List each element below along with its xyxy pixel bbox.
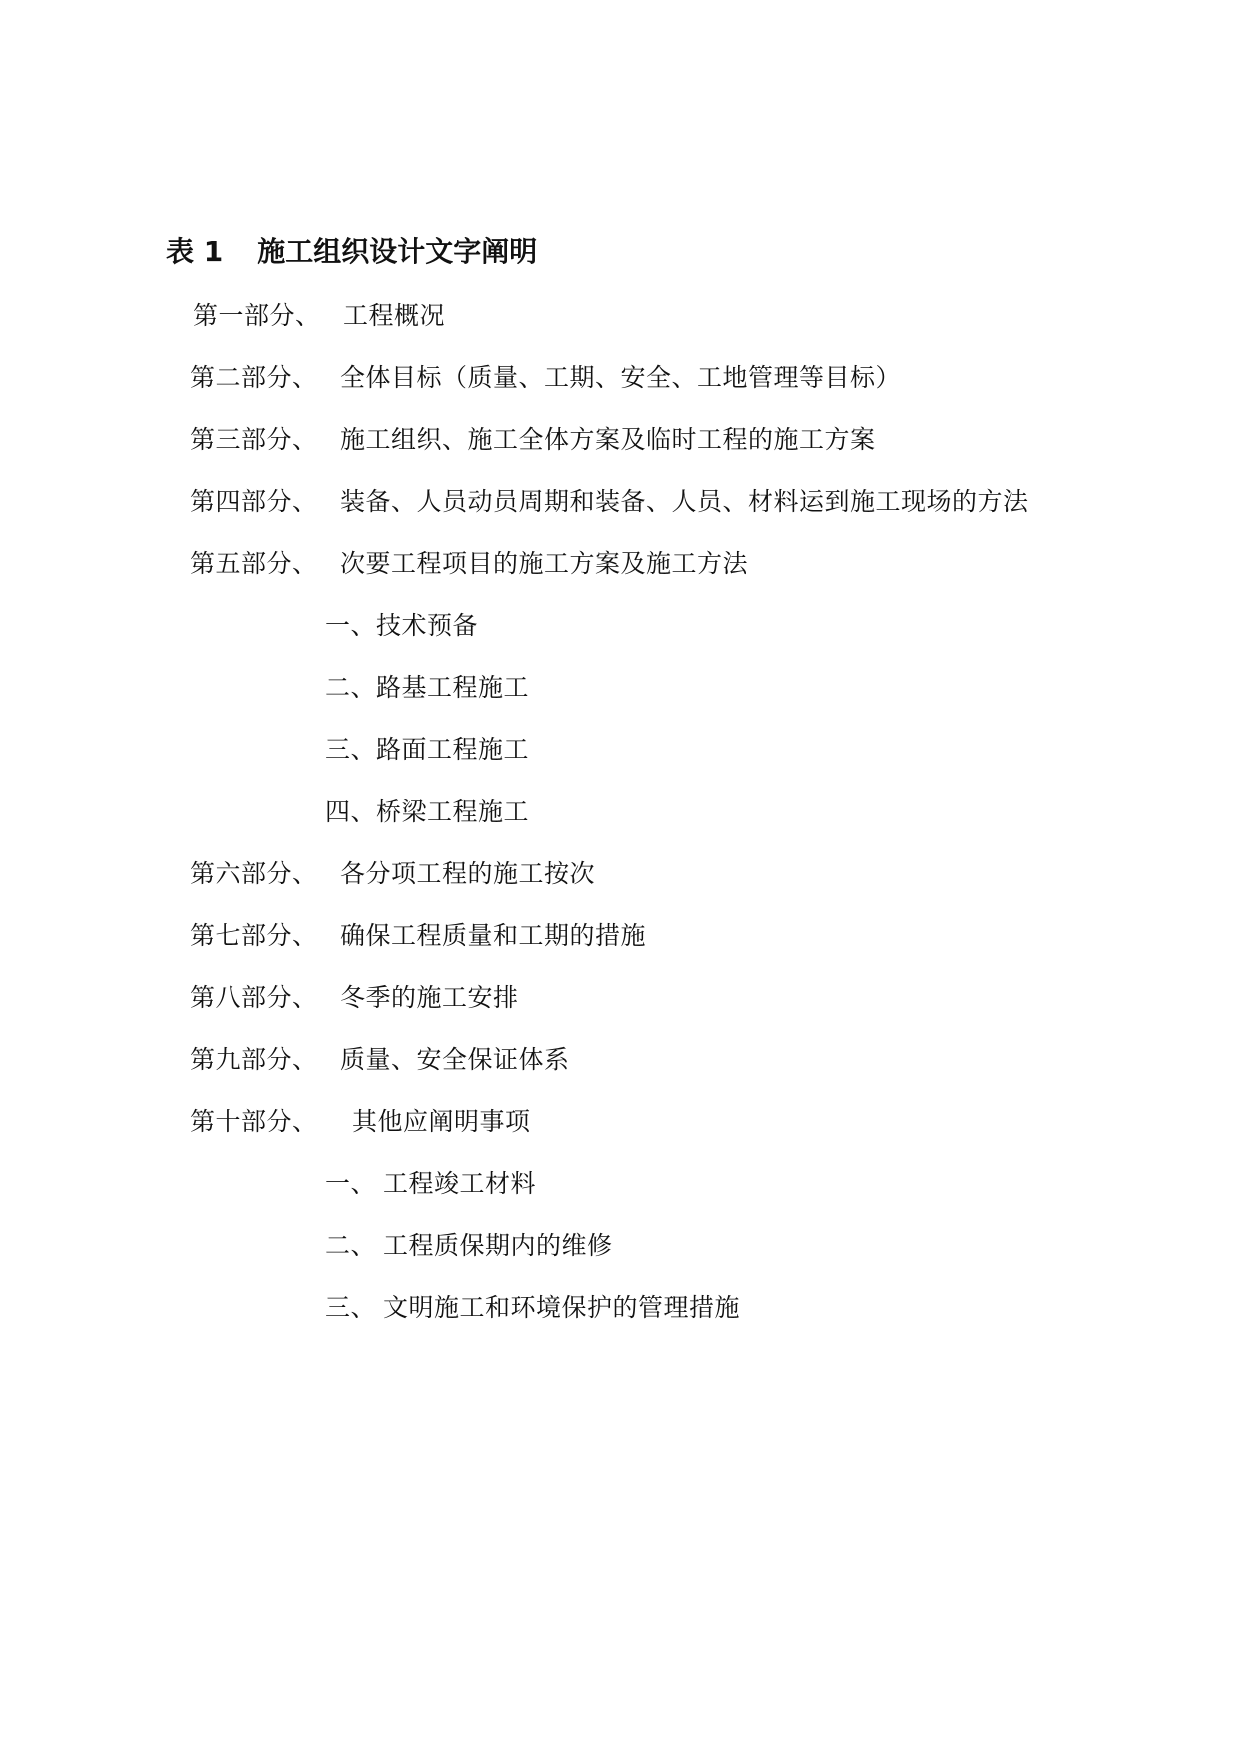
toc-entry-part-2 <box>190 360 901 396</box>
part-number: 第十部分、 <box>190 1107 318 1136</box>
title-text: 施工组织设计文字阐明 <box>257 235 538 268</box>
toc-entry-part-5 <box>190 546 748 582</box>
sub-title: 路基工程施工 <box>376 673 530 702</box>
part-title: 其他应阐明事项 <box>352 1107 531 1136</box>
part-title: 冬季的施工安排 <box>340 983 519 1012</box>
toc-entry-part-9 <box>190 1042 570 1078</box>
part-title: 质量、安全保证体系 <box>340 1045 570 1074</box>
toc-entry-part-1 <box>193 298 445 334</box>
table-label: 表 1 <box>166 235 224 268</box>
part-title: 确保工程质量和工期的措施 <box>340 921 647 950</box>
part-number: 第二部分、 <box>190 363 318 392</box>
document-title <box>166 232 537 272</box>
toc-sub-entry-10-2 <box>325 1228 613 1264</box>
part-number: 第五部分、 <box>190 549 318 578</box>
part-number: 第六部分、 <box>190 859 318 888</box>
sub-title: 文明施工和环境保护的管理措施 <box>383 1293 741 1322</box>
part-title: 装备、人员动员周期和装备、人员、材料运到施工现场的方法 <box>340 487 1029 516</box>
toc-entry-part-4 <box>190 484 1029 520</box>
sub-title: 路面工程施工 <box>376 735 530 764</box>
part-title: 次要工程项目的施工方案及施工方法 <box>340 549 749 578</box>
part-number: 第七部分、 <box>190 921 318 950</box>
toc-entry-part-7 <box>190 918 646 954</box>
toc-sub-entry-5-2 <box>325 670 529 706</box>
sub-title: 技术预备 <box>376 611 479 640</box>
sub-title: 工程质保期内的维修 <box>383 1231 613 1260</box>
toc-entry-part-8 <box>190 980 519 1016</box>
toc-entry-part-3 <box>190 422 876 458</box>
part-number: 第八部分、 <box>190 983 318 1012</box>
sub-number: 一、 <box>325 1169 377 1198</box>
toc-sub-entry-10-1 <box>325 1166 536 1202</box>
sub-number: 四、 <box>325 797 377 826</box>
toc-sub-entry-5-1 <box>325 608 478 644</box>
sub-number: 三、 <box>325 735 377 764</box>
sub-title: 桥梁工程施工 <box>376 797 530 826</box>
toc-sub-entry-5-3 <box>325 732 529 768</box>
sub-number: 二、 <box>325 1231 377 1260</box>
part-title: 施工组织、施工全体方案及临时工程的施工方案 <box>340 425 876 454</box>
part-title: 全体目标（质量、工期、安全、工地管理等目标） <box>340 363 902 392</box>
part-title: 工程概况 <box>343 301 446 330</box>
sub-title: 工程竣工材料 <box>383 1169 537 1198</box>
part-number: 第九部分、 <box>190 1045 318 1074</box>
sub-number: 二、 <box>325 673 377 702</box>
sub-number: 一、 <box>325 611 377 640</box>
sub-number: 三、 <box>325 1293 377 1322</box>
toc-sub-entry-5-4 <box>325 794 529 830</box>
part-number: 第三部分、 <box>190 425 318 454</box>
part-number: 第四部分、 <box>190 487 318 516</box>
toc-entry-part-10 <box>190 1104 531 1140</box>
toc-entry-part-6 <box>190 856 595 892</box>
part-number: 第一部分、 <box>193 301 321 330</box>
part-title: 各分项工程的施工按次 <box>340 859 596 888</box>
toc-sub-entry-10-3 <box>325 1290 740 1326</box>
